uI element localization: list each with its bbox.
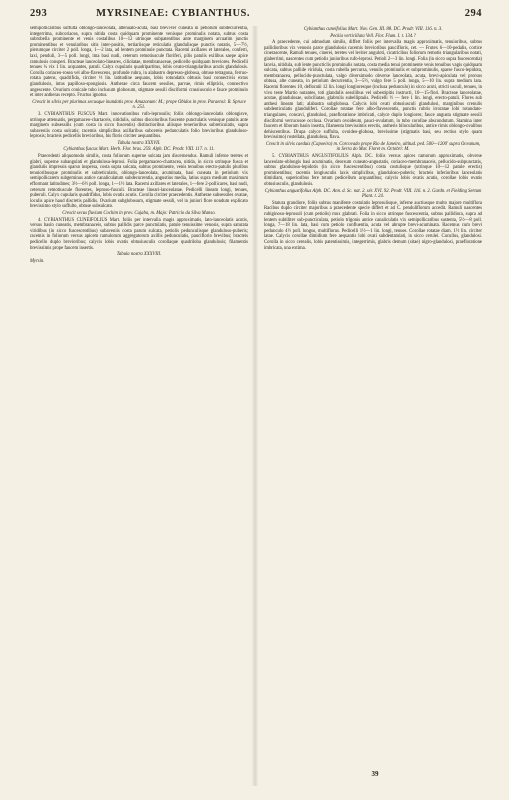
body-paragraph: A praecedente, cui admodum similis, differt foliis per intervalla magis approximatis, tenuioribus, subtus pallidioribus vix venosis parce glandulosis racemis brevioribus paucifloris, cet. — Frutex 6—10-pedalis, cortice cinerascente, Ramuli tenues, cinerei, teretes vel leviter anguloti, cicatricibus foliorum remotis triangularibus notati, glaberrimi, nascentes cum petiolis junioribus rufo-leprosi. Petioli 2—3 lin. longi. Folia (in sicco supra fuscescentia) lanvia, nitidula, sub lente puncticlis prominulis notata, costa media tenui prominente venis tenuibus vagis quidquam sulcata, subtus pallide viridula, costa rubella percursa, venulis prominulis et subprominulis, sparse fusco-lepidota, membranacea, pellucido-punctulata, valgo diversimodo obverse lanceolata, acuta, brevi-apiculata vel prorsus obtusa, alte cuneata, in petiolum decurrentia, 3—5½, vulgo fere 5 poll. longa, 5—10 lin. supra medium lata. Racemi florentes 10, defloratii 12 lin. longi longioresque (inclusa pedunculo) in sicco acuti, stricti usculi, tenues, in vivo teste Martio nutantes, toti glandulis sessilibus vel subestipitis instructi, 10—15-flori. Bracteae lanceolatae, acutae, glandulosae, subciliatae, glabrulis subelliptaiis. Pedicelli ½ — fere 1 lin. longi, erecto-patuli. Flores sub anthesi lineam lati; alabastra subglobosa. Calycis lobi ovati obtusiusculi glandulosi, marginibus crenulis subdenticulatis glanduliferi. Corollae rotatae fere albo-flavescentis, punctis rubris irroratae lobi rotundato-triangulares, concavi, glandulosi, praefloratione imbricati, calyce duplo longiores; fauce angusta stigmate sessili disciformi verrucosoe occlusa. Ovarium ovoideum, pauci-ovulatum, in tubo corollae abscondutum. Stamina inter faucem et liborum basin inserta, filamenta brevissimis erectis, antheris bilocularibus, antice rimis oblongo-ovalibus dehiscentibus. Drupa calyce suffulta, ovoideo-globosa, brevissime (stigmatis basi, seu rectius stylo quam brevissimo) rostellata, glandulosa, flava. — [264, 40, 482, 141]
body-paragraph: Statura grandiore, foliis subtus manifeste costulatis leprosulisque, inferne auctiusque multo majore multiflora Racibus duplo circiter majoribus a praecedente specie differt et ad C. penduliflorum accedit. Ramuli nascentes rubiginoso-leprosuli (cum petiolis) mox glabrati. Folia in sicco utrinque fuscescentia, subtus pallidiora, supra ad lentem subtiliter sub-puncticulata, petiolo trigonis antice canaliculatis vix semipollicaribus sustenta, 5½—8 poll. longa, 7—18 lin. lata, basi cum petiolo confluentia, acuta vel abrupte brevi-acuminata. Racemus cum brevi pedunculo 4½ poll. longus, multiflorus. Pedicelli 1½—1 lin. longi, tenues. Corollae rotatae diam. 1½ lin. circiter latae. Calycis corollae dimidium fere aequantis lobi ovati subdentatulati, in sicco cerulei. Cucullus, glandulosi. Corolla in sicco cerealis, lobis patentissimis, integerrimis, glabris demum (sitae) nigro-glandulosi, praefloratione imbricata, una extima. — [264, 200, 482, 251]
right-page-number: 294 — [464, 8, 482, 19]
body-paragraph: 3. CYBIANTHUS FUSCUS Mart. innovationibus rufo-leprosulis; foliis oblongo-lanceolatis oblongisve, utrinque attenuatis, pergamaceo-chartaceis, nitidulis, subtus discoloribus fuscente punctulatis venisque patulis ante marginem subsessilis (cum costa in sicco fuscentis) distinctioribus aliisque tenerioribus subreticulatis, supra subaveniis costa sulcatis; racemis simplicibus axillaribus subcereis pedunculatis folio brevioribus glanduloso-leprosis; bracteis pedicellis brevioribus, his floris circiter aequantibus. — [30, 111, 248, 140]
body-paragraph: semipollicaribus suffulta oblongo-lanceolata, attenuato-acuta, basi brevi-ter cuneata in petiolum subdecurrentia, integerrima, subcoriacea, supra nitida costa quidquam prominente venisque prominulis notata, subtus costa subrubella prominente et venis costalibus 10—12 utrinque subpatentibus ante marginem arcuatim junctis prominentibus et venularibus sitis inter-positis, tertiariisque reticulatis glandulisque punctis notatis, 5—7½, plerumque circiter 2 poll. longa, 1—2 lata, ad lentem prominule punctata. Racemi axillares et laterales, conferti, laxi, penduli, 3—5 poll. longi, ima basi nudi, ceterum remotiuscule floriferi, pilis patulis exilibus saepe apice ramulosis consperi. Bracteae lanceolato-lineares, ciliolatae, membranaceae, pedicello quidquam breviores. Pedicelli tenues ¼ vix 1 lin. acquantes, patuli. Calyx cupularis quadripartitus, lobis ovato-triangularibus acutis glandulosis. Corolla coriaceo-rosea vel albo-flavescens, profunde rubra, in alabastro depresso-globosa, obtuse tetragona, ferruo-rotata patens, quadrifida, circiter ⅓ lin. latitudine aequans, lobis rotundatis obtusis basi connectivis extus glandulosis, intus papilloso-spongiosis. Antherae circa faucem sessiles, parvae, rimis ellipticis, connectivo angescente. Ovarium conicale tubo inclusum globosum, stigmate sessili disciformi crassiusculo e fauce prominulo et inter antheras recepto. Fructus ignotus. — [30, 26, 248, 99]
running-title: MYRSINEAE: CYBIANTHUS. — [96, 8, 250, 19]
left-page-number: 293 — [30, 8, 48, 19]
right-page-header — [262, 8, 482, 24]
body-paragraph: Praecedenti aliquomodo similis, costa foliorum superne sulcata jam discernendus. Ramuli inferne teretes et glabri, superne subangulati et glandulosa-leprosi. Folia pergamaceo-chartacea, nitida, in sicco utrinque fusca et glandulis impressis sparso inspersa, costa supra sulcata, subtus prominente, venis tenuibus erecto-patulis pluribus tenuioribusque prominulis et subreticulatis, oblongo-lanceolata, acuminata, basi cuneata in petiolum vix semipollicarem subgeminus antice canaliculatum subdecurrentia, angustius media, latius supra medium maximum efformant latitudines; 3½—6½ poll. longa, 1—1½ lata. Racemi axillares et laterales, 1—fere 2-pollicares, basi nudi, ceterum remotiuscule florentes, leproso-fusculi. Bracteae lineari-lanceolatae. Pedicelli lineam longi, tenues, puberuli. Calyx cupularis quadrifidus, lobis ovatis acutis. Corolla circiter praecedentis. Antherae subsessiles ovatae, loculis apice haud discretis pallidis. Ovarium subglobosum, stigmate sessili, vel in juniori flore nondum explicato brevissimo stylo suffulto, obtuse subsulcato. — [30, 154, 248, 210]
citation-paragraph: Cybianthus cuneifolius Mart. Nov. Gen. III. 88. DC. Prodr. VIII. 116. n. 3. — [303, 27, 443, 32]
page-gutter — [252, 26, 258, 786]
citation-paragraph: Crescit in silvis caeduis (Capoeira) m. Corcovado prope Rio de Janeiro, altitud. ped. 500—1200' supra Oceanum, in Serra do Mar. Floret m. Octobri: M. — [265, 141, 481, 153]
body-paragraph: Myrsin. — [30, 258, 45, 264]
left-text-column — [30, 26, 248, 782]
body-paragraph: 4. CYBIANTHUS CUNEIFOLIUS Mart. foliis per intervalla magis approximatis, lato-lanceolatis acutis, versus basin cuneatis, membranaceis, subtus pallidis parce punctulatis, patule tenuissime venosis, supra saturata viridibus (in sicco fuscescentibus) subaveniis costa parum sulcata, petiolis pedunculisque glanduloso-puberis; racemis in foliorum versus apicem ramulorum aggregatorum axillis pedunculatis, pauciflorio brevibus; bracteis pedicello duplo brevioribus; calycis lobis ovatis obtusiusculis corollaque quadriloba glandulosis; filamentis brevissimis prope faucem insertis. — [30, 217, 248, 251]
citation-paragraph: Crescit in silvis per plurimas secusque inundatis prov. Amazonum: M.; prope Obidos in prov. Paraensi: R. Spruce n. 251. — [32, 99, 246, 111]
left-page-header — [30, 8, 250, 24]
right-text-column — [264, 26, 482, 782]
citation-paragraph: Tabula nostra XXXVIII. — [116, 252, 162, 258]
citation-paragraph: Crescit secus fluvium Cochim in prov. Cujaba, m. Majo: Patricio da Silva Manso. — [62, 211, 216, 216]
citation-paragraph: Peckia verticillata Vell. Flor. Flum. I. t. 134.? — [330, 33, 416, 39]
signature-mark: 39 — [371, 770, 379, 778]
citation-paragraph: Cybianthus fuscus Mart. Herb. Flor. bras. 259. Alph. DC. Prodr. VIII. 117. n. 11. — [63, 147, 215, 153]
body-paragraph: 5. CYBIANTHUS ANGUSTIFOLIUS Alph. DC. foliis versus apices ramorum approximatis, obverse lanceolato-oblongis basi acuminatis, deorsum cuneato-angustatis, coriaceo-membranaceis, pellucido-subpunctatis, subtus glanduloso-lepidotis (in sicco fuscescentibus) costa costulisque (utrinque 10—12 patule erectis) prominentibus; racemis longiusculis laxis simplicibus, glanduloso-puberis; bracteis inferioribus lanceolatis dimidiam, superioribus fere totum pedicellum acquantibus; calycis lobis ovatis acutis, corollae lobis ovatis obtusiusculis, glandulosis. — [264, 154, 482, 188]
citation-paragraph: Cybianthus angustifolius Alph. DC. Ann. d. Sc. nat. 2. sér. XVI. 92. Prodr. VIII. 116. n. 2. Gardn. et Fielding Sertum Plant. t. 24. — [264, 188, 482, 200]
citation-paragraph: Tabula nostra XXXVII. — [117, 140, 161, 146]
